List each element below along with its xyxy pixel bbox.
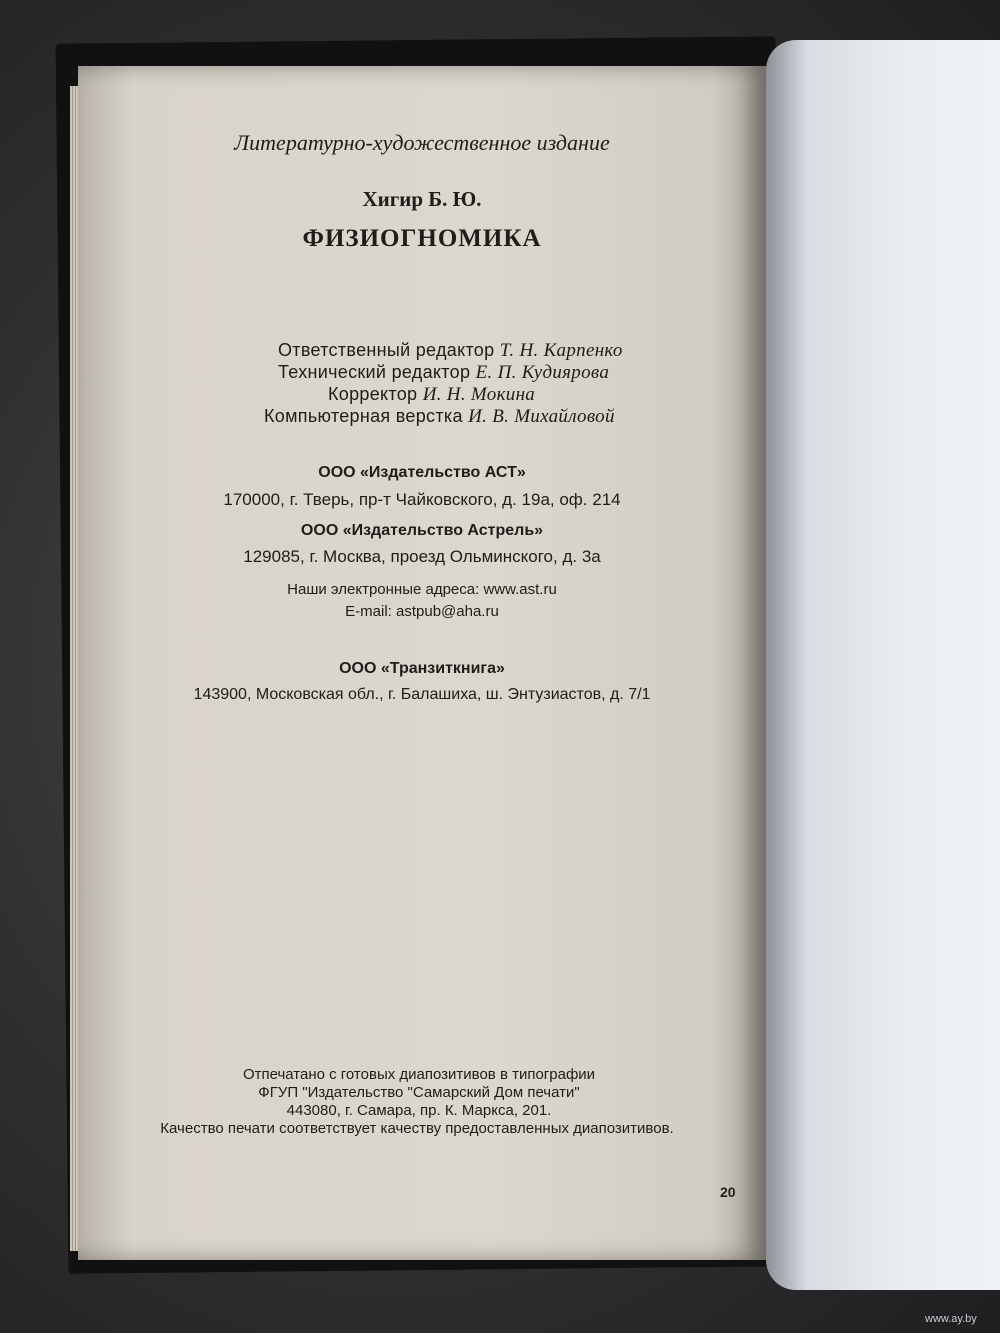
publisher-address: 170000, г. Тверь, пр-т Чайковского, д. 19а, оф. 214 <box>223 490 621 509</box>
credit-line <box>278 340 623 362</box>
printing-line: Отпечатано с готовых диапозитивов в типографии <box>242 1066 596 1083</box>
credit-role: Технический редактор <box>278 362 471 382</box>
edition-type: Литературно-художественное издание <box>234 130 610 155</box>
page-number: 20 <box>720 1184 736 1200</box>
printing-line: Качество печати соответствует качеству предоставленных диапозитивов. <box>160 1120 674 1137</box>
credit-role: Корректор <box>328 384 418 404</box>
credit-name: И. Н. Мокина <box>422 384 536 405</box>
credit-name: И. В. Михайловой <box>468 406 615 427</box>
distributor-address: 143900, Московская обл., г. Балашиха, ш. Энтузиастов, д. 7/1 <box>193 686 651 703</box>
credit-line <box>328 384 535 406</box>
publisher-address: 129085, г. Москва, проезд Ольминского, д. 3а <box>243 547 601 566</box>
credit-line <box>278 362 609 384</box>
printing-line: ФГУП "Издательство "Самарский Дом печати" <box>258 1084 580 1101</box>
right-page <box>766 40 1000 1290</box>
watermark: www.ay.by <box>925 1313 977 1325</box>
book-title: ФИЗИОГНОМИКА <box>302 225 542 252</box>
credit-line <box>264 406 615 428</box>
distributor-name: ООО «Транзиткнига» <box>339 660 505 677</box>
publisher-name: ООО «Издательство Астрель» <box>300 522 544 539</box>
web-address: Наши электронные адреса: www.ast.ru <box>287 581 557 598</box>
email-address: E-mail: astpub@aha.ru <box>345 603 499 620</box>
publisher-name: ООО «Издательство АСТ» <box>318 464 526 481</box>
author: Хигир Б. Ю. <box>362 187 482 211</box>
printing-line: 443080, г. Самара, пр. К. Маркса, 201. <box>286 1102 552 1119</box>
credit-role: Компьютерная верстка <box>264 406 463 426</box>
credit-name: Т. Н. Карпенко <box>499 340 623 361</box>
credit-role: Ответственный редактор <box>278 340 495 360</box>
credit-name: Е. П. Кудиярова <box>475 362 610 383</box>
